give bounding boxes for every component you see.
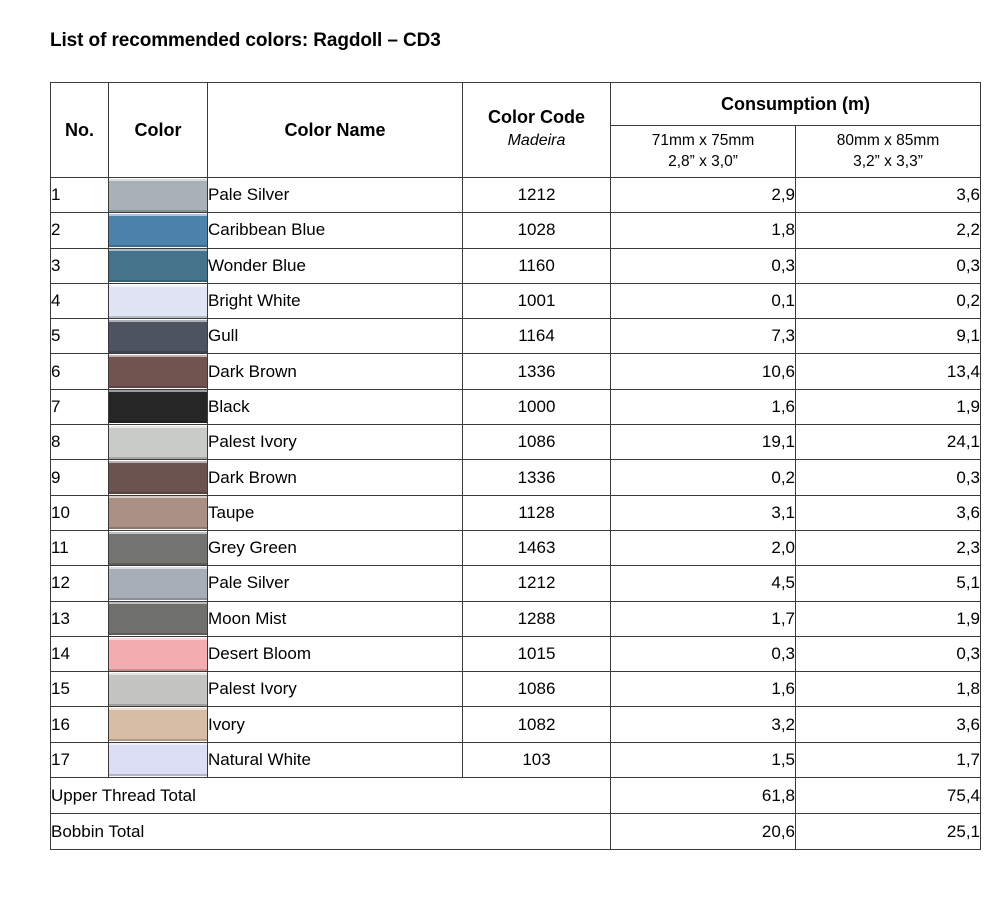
cell-consumption-size-1: 2,0 [611, 530, 796, 565]
cell-color-swatch [109, 495, 208, 530]
table-body [51, 178, 981, 778]
color-swatch [109, 390, 207, 423]
cell-color-name: Palest Ivory [208, 672, 463, 707]
cell-no: 4 [51, 283, 109, 318]
color-swatch [109, 638, 207, 671]
cell-color-name: Desert Bloom [208, 636, 463, 671]
table-row [51, 707, 981, 742]
cell-consumption-size-2: 0,3 [796, 636, 981, 671]
colors-table-container [50, 82, 980, 850]
totals-consumption-size-1: 61,8 [611, 778, 796, 814]
totals-label: Bobbin Total [51, 814, 611, 850]
cell-color-swatch [109, 460, 208, 495]
cell-color-code: 1001 [463, 283, 611, 318]
table-row [51, 425, 981, 460]
totals-row [51, 814, 981, 850]
column-header-color-name: Color Name [208, 83, 463, 178]
cell-no: 14 [51, 636, 109, 671]
table-header [51, 83, 981, 178]
column-header-color-code-brand: Madeira [507, 131, 566, 149]
cell-color-swatch [109, 319, 208, 354]
cell-consumption-size-1: 3,1 [611, 495, 796, 530]
cell-consumption-size-2: 1,9 [796, 601, 981, 636]
cell-color-swatch [109, 601, 208, 636]
cell-consumption-size-2: 0,3 [796, 460, 981, 495]
size-1-inch: 2,8” x 3,0” [668, 152, 738, 170]
table-row [51, 601, 981, 636]
cell-consumption-size-2: 2,2 [796, 213, 981, 248]
cell-color-swatch [109, 530, 208, 565]
cell-consumption-size-1: 3,2 [611, 707, 796, 742]
table-row [51, 636, 981, 671]
cell-no: 8 [51, 425, 109, 460]
cell-consumption-size-2: 9,1 [796, 319, 981, 354]
cell-consumption-size-2: 1,9 [796, 389, 981, 424]
cell-consumption-size-2: 1,8 [796, 672, 981, 707]
cell-no: 10 [51, 495, 109, 530]
cell-color-swatch [109, 636, 208, 671]
cell-color-name: Caribbean Blue [208, 213, 463, 248]
cell-color-code: 1128 [463, 495, 611, 530]
cell-color-swatch [109, 707, 208, 742]
page-title: List of recommended colors: Ragdoll – CD3 [50, 30, 441, 51]
cell-consumption-size-1: 2,9 [611, 178, 796, 213]
cell-consumption-size-2: 24,1 [796, 425, 981, 460]
header-row-primary [51, 83, 981, 126]
totals-label: Upper Thread Total [51, 778, 611, 814]
color-swatch [109, 214, 207, 247]
cell-no: 7 [51, 389, 109, 424]
color-swatch [109, 461, 207, 494]
cell-no: 15 [51, 672, 109, 707]
cell-color-code: 103 [463, 742, 611, 777]
table-row [51, 566, 981, 601]
table-row [51, 530, 981, 565]
cell-color-name: Grey Green [208, 530, 463, 565]
color-swatch [109, 249, 207, 282]
cell-color-name: Gull [208, 319, 463, 354]
table-row [51, 389, 981, 424]
cell-consumption-size-2: 3,6 [796, 178, 981, 213]
cell-color-swatch [109, 213, 208, 248]
cell-color-code: 1164 [463, 319, 611, 354]
cell-consumption-size-1: 0,3 [611, 636, 796, 671]
table-row [51, 742, 981, 777]
cell-no: 17 [51, 742, 109, 777]
color-swatch [109, 355, 207, 388]
recommended-colors-table [50, 82, 981, 850]
cell-color-name: Dark Brown [208, 460, 463, 495]
cell-consumption-size-1: 4,5 [611, 566, 796, 601]
table-row [51, 319, 981, 354]
table-row [51, 495, 981, 530]
cell-color-name: Natural White [208, 742, 463, 777]
table-footer-totals [51, 778, 981, 850]
cell-color-swatch [109, 354, 208, 389]
cell-color-code: 1028 [463, 213, 611, 248]
column-header-consumption: Consumption (m) [611, 83, 981, 126]
cell-consumption-size-1: 1,6 [611, 672, 796, 707]
cell-color-swatch [109, 742, 208, 777]
table-row [51, 213, 981, 248]
cell-no: 5 [51, 319, 109, 354]
cell-color-code: 1212 [463, 178, 611, 213]
cell-consumption-size-2: 3,6 [796, 495, 981, 530]
cell-color-code: 1082 [463, 707, 611, 742]
cell-consumption-size-2: 13,4 [796, 354, 981, 389]
size-2-mm: 80mm x 85mm [836, 131, 940, 149]
color-swatch [109, 426, 207, 459]
column-header-color-code-label: Color Code [488, 107, 585, 128]
cell-consumption-size-1: 7,3 [611, 319, 796, 354]
cell-color-swatch [109, 248, 208, 283]
color-swatch [109, 179, 207, 212]
totals-consumption-size-1: 20,6 [611, 814, 796, 850]
cell-consumption-size-2: 5,1 [796, 566, 981, 601]
color-swatch [109, 320, 207, 353]
cell-color-code: 1336 [463, 460, 611, 495]
cell-no: 2 [51, 213, 109, 248]
cell-no: 9 [51, 460, 109, 495]
size-1-mm: 71mm x 75mm [651, 131, 755, 149]
cell-color-name: Dark Brown [208, 354, 463, 389]
color-swatch [109, 673, 207, 706]
cell-no: 11 [51, 530, 109, 565]
cell-consumption-size-1: 1,5 [611, 742, 796, 777]
cell-color-code: 1288 [463, 601, 611, 636]
color-swatch [109, 285, 207, 318]
cell-consumption-size-1: 1,7 [611, 601, 796, 636]
totals-consumption-size-2: 25,1 [796, 814, 981, 850]
cell-no: 13 [51, 601, 109, 636]
color-swatch [109, 708, 207, 741]
cell-color-name: Moon Mist [208, 601, 463, 636]
cell-color-name: Wonder Blue [208, 248, 463, 283]
cell-color-code: 1086 [463, 672, 611, 707]
cell-color-swatch [109, 566, 208, 601]
cell-color-code: 1336 [463, 354, 611, 389]
cell-color-code: 1000 [463, 389, 611, 424]
column-header-size-2 [796, 126, 981, 178]
table-row [51, 178, 981, 213]
cell-color-name: Taupe [208, 495, 463, 530]
column-header-size-1 [611, 126, 796, 178]
color-swatch [109, 602, 207, 635]
cell-consumption-size-2: 2,3 [796, 530, 981, 565]
cell-consumption-size-1: 0,2 [611, 460, 796, 495]
cell-color-name: Ivory [208, 707, 463, 742]
color-swatch [109, 567, 207, 600]
column-header-color: Color [109, 83, 208, 178]
cell-consumption-size-2: 0,3 [796, 248, 981, 283]
cell-consumption-size-2: 1,7 [796, 742, 981, 777]
cell-color-code: 1463 [463, 530, 611, 565]
cell-color-swatch [109, 389, 208, 424]
cell-color-code: 1212 [463, 566, 611, 601]
color-swatch [109, 743, 207, 776]
cell-color-swatch [109, 178, 208, 213]
cell-color-swatch [109, 425, 208, 460]
totals-row [51, 778, 981, 814]
column-header-no: No. [51, 83, 109, 178]
cell-color-swatch [109, 672, 208, 707]
column-header-color-code [463, 83, 611, 178]
cell-consumption-size-1: 1,6 [611, 389, 796, 424]
table-row [51, 460, 981, 495]
cell-no: 6 [51, 354, 109, 389]
cell-no: 16 [51, 707, 109, 742]
totals-consumption-size-2: 75,4 [796, 778, 981, 814]
cell-color-code: 1160 [463, 248, 611, 283]
cell-consumption-size-1: 1,8 [611, 213, 796, 248]
cell-consumption-size-1: 10,6 [611, 354, 796, 389]
cell-color-name: Bright White [208, 283, 463, 318]
color-swatch [109, 496, 207, 529]
table-row [51, 354, 981, 389]
cell-consumption-size-2: 3,6 [796, 707, 981, 742]
cell-consumption-size-1: 0,3 [611, 248, 796, 283]
cell-color-name: Pale Silver [208, 566, 463, 601]
cell-consumption-size-2: 0,2 [796, 283, 981, 318]
cell-color-code: 1086 [463, 425, 611, 460]
cell-no: 12 [51, 566, 109, 601]
table-row [51, 248, 981, 283]
cell-color-name: Palest Ivory [208, 425, 463, 460]
table-row [51, 283, 981, 318]
color-swatch [109, 532, 207, 565]
cell-color-swatch [109, 283, 208, 318]
cell-consumption-size-1: 19,1 [611, 425, 796, 460]
cell-consumption-size-1: 0,1 [611, 283, 796, 318]
cell-color-code: 1015 [463, 636, 611, 671]
table-row [51, 672, 981, 707]
cell-no: 3 [51, 248, 109, 283]
cell-color-name: Black [208, 389, 463, 424]
size-2-inch: 3,2” x 3,3” [853, 152, 923, 170]
cell-color-name: Pale Silver [208, 178, 463, 213]
cell-no: 1 [51, 178, 109, 213]
